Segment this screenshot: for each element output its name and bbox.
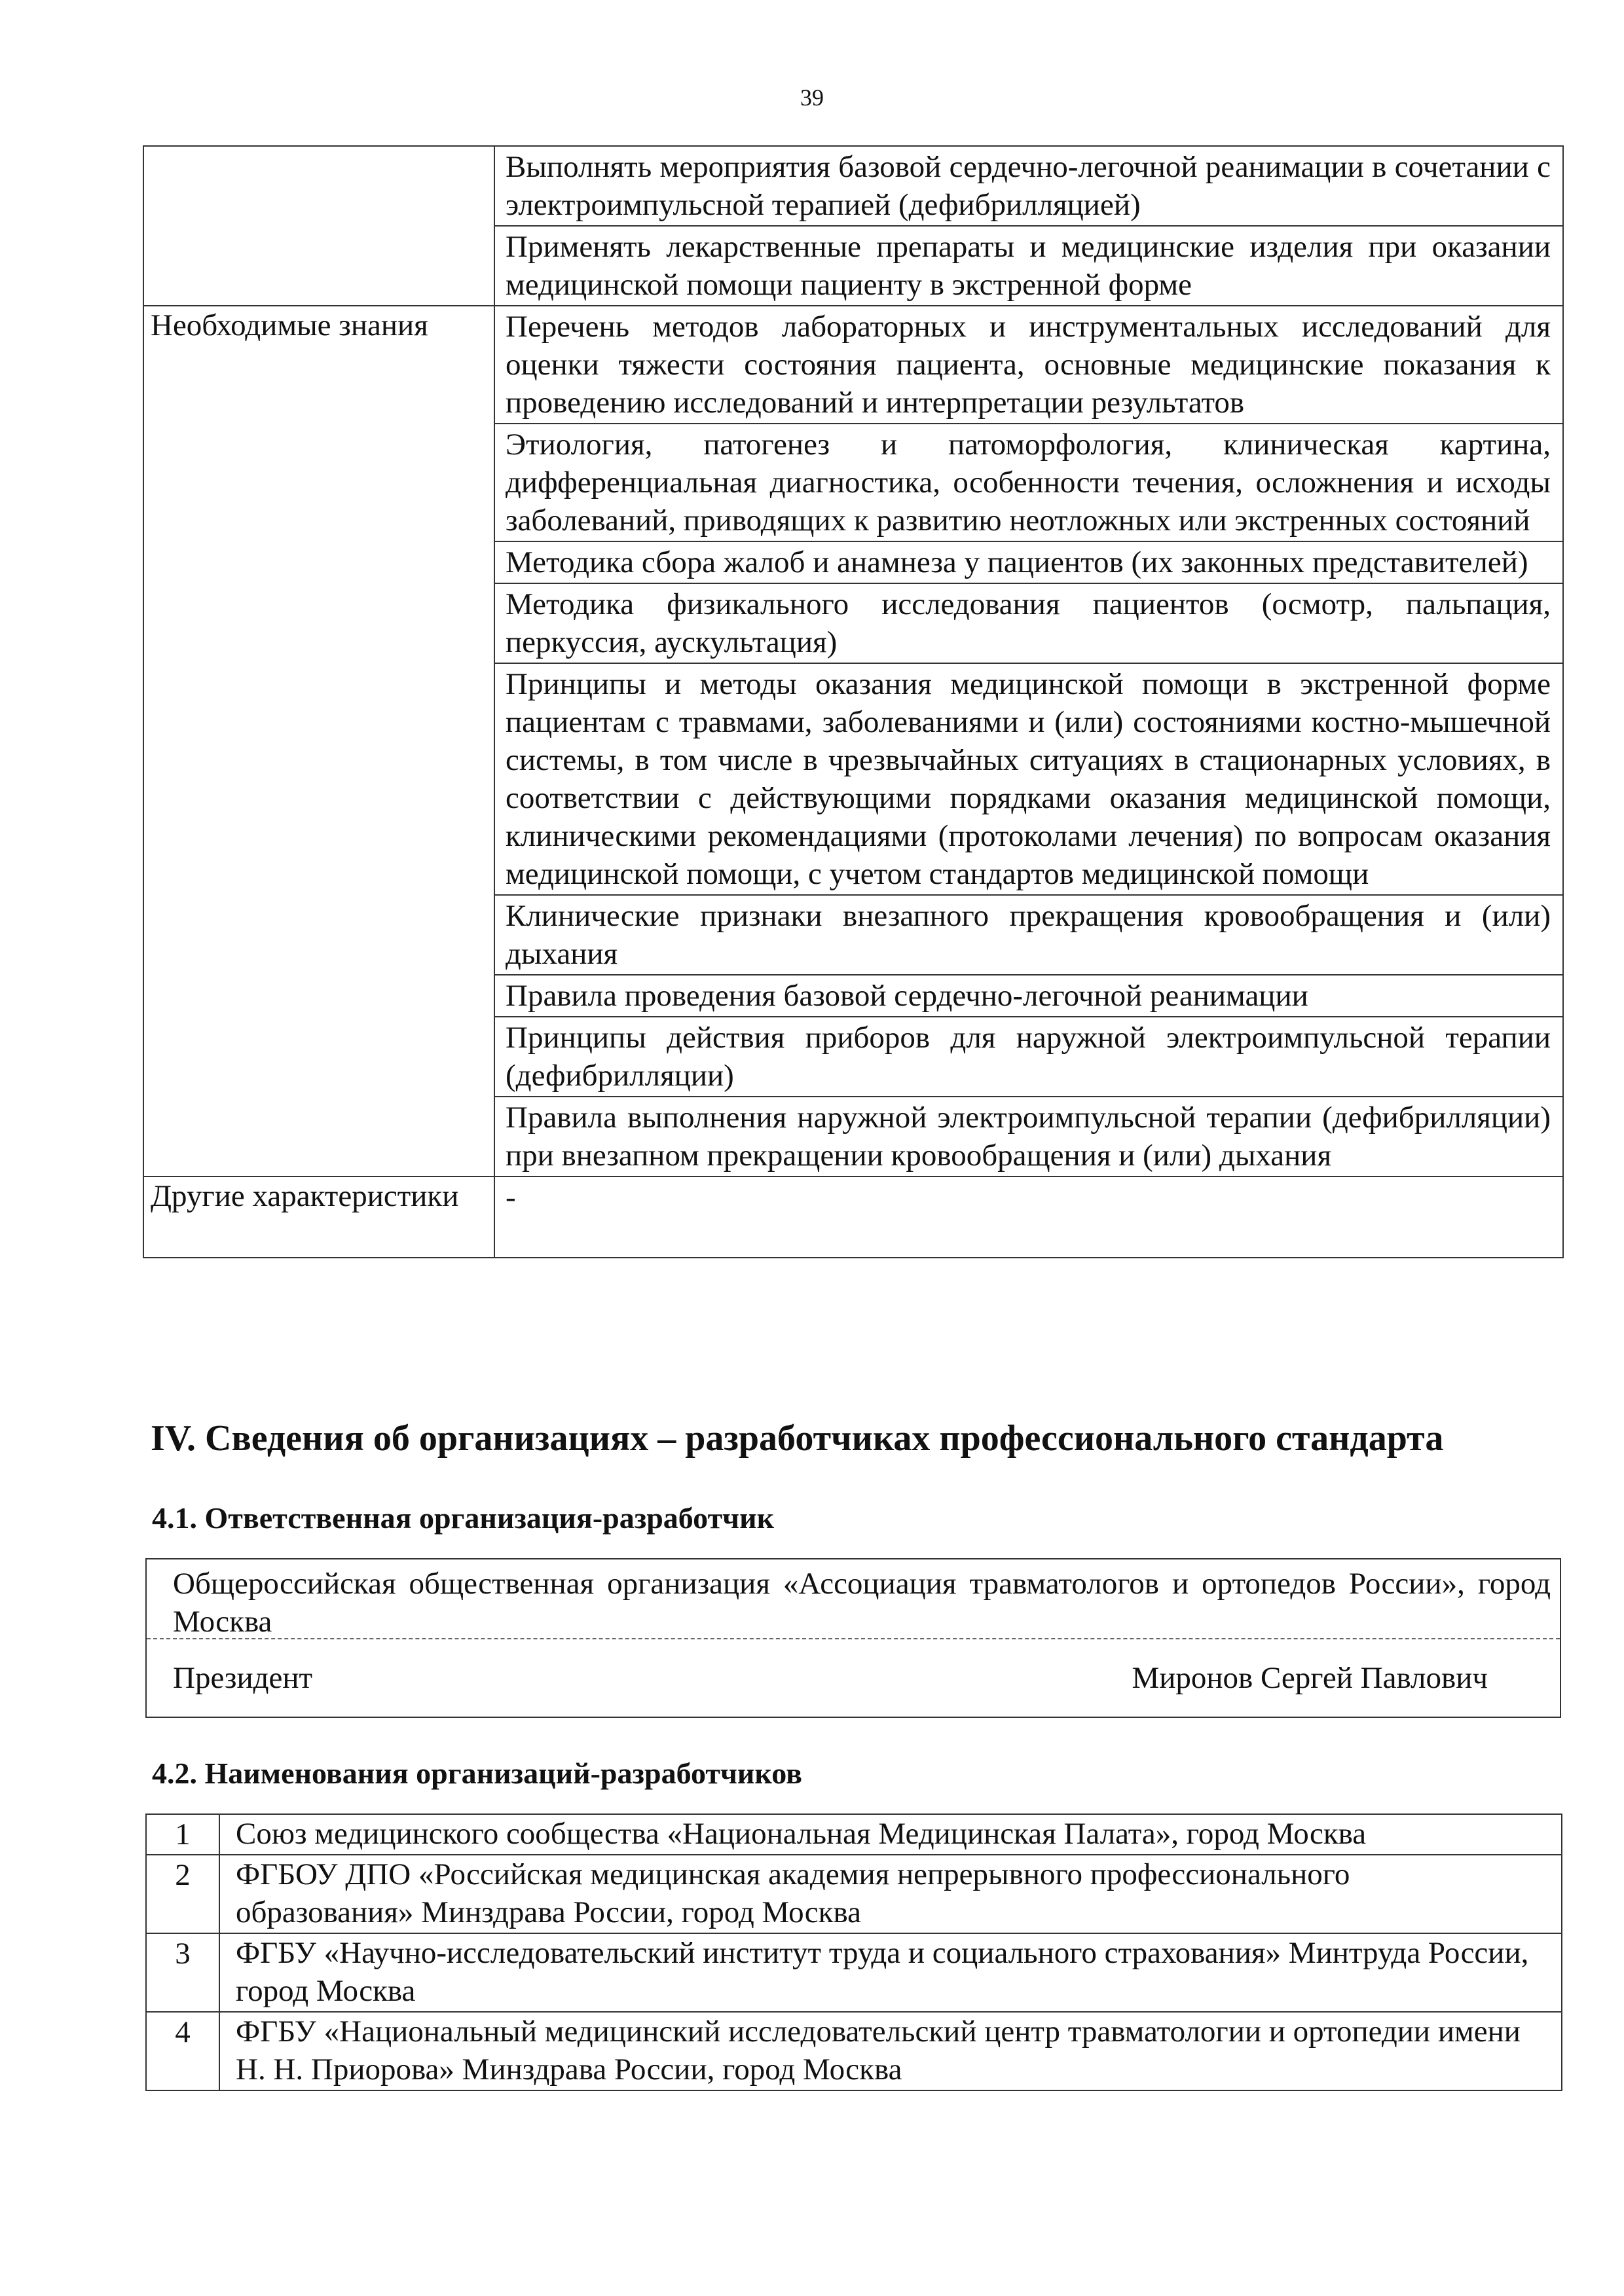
table-row: [143, 1017, 1563, 1097]
knowledge-cell: Принципы и методы оказания медицинской помощи в экстренной форме пациентам с травмами, заболеваниями и (или) состояниями костно-мышечной системы, в том числе в чрезвычайных ситуациях в стационарных условиях, в соответствии с действующими порядками оказания медицинской помощи, клиническими рекомендациями (протоколами лечения) по вопросам оказания медицинской помощи, с учетом стандартов медицинской помощи: [494, 663, 1563, 895]
other-label: Другие характеристики: [143, 1176, 494, 1258]
table-row: [146, 1814, 1562, 1855]
skill-cell: Применять лекарственные препараты и медицинские изделия при оказании медицинской помощи пациенту в экстренной форме: [494, 226, 1563, 306]
knowledge-cell: Правила выполнения наружной электроимпульсной терапии (дефибрилляции) при внезапном прекращении кровообращения и (или) дыхания: [494, 1097, 1563, 1176]
table-row: [143, 1097, 1563, 1176]
knowledge-table: [143, 145, 1564, 1258]
table-row: [146, 2012, 1562, 2090]
developer-name: ФГБУ «Национальный медицинский исследовательский центр травматологии и ортопедии имени Н. Н. Приорова» Минздрава России, город Москва: [219, 2012, 1562, 2090]
developer-number: 1: [146, 1814, 219, 1855]
table-row: [143, 306, 1563, 424]
table-row: [143, 663, 1563, 895]
developer-name: ФГБУ «Научно-исследовательский институт труда и социального страхования» Минтруда России, город Москва: [219, 1933, 1562, 2012]
developer-number: 2: [146, 1855, 219, 1933]
table-row: [143, 226, 1563, 306]
developer-number: 3: [146, 1933, 219, 2012]
table-row: [146, 1855, 1562, 1933]
page-number: 39: [800, 84, 824, 111]
label-cell-empty: [143, 146, 494, 226]
developer-name: Союз медицинского сообщества «Национальная Медицинская Палата», город Москва: [219, 1814, 1562, 1855]
knowledge-cell: Перечень методов лабораторных и инструментальных исследований для оценки тяжести состояния пациента, основные медицинские показания к проведению исследований и интерпретации результатов: [494, 306, 1563, 424]
knowledge-cell: Методика сбора жалоб и анамнеза у пациентов (их законных представителей): [494, 541, 1563, 583]
knowledge-cell: Принципы действия приборов для наружной электроимпульсной терапии (дефибрилляции): [494, 1017, 1563, 1097]
table-row: [143, 975, 1563, 1017]
knowledge-cell: Правила проведения базовой сердечно-легочной реанимации: [494, 975, 1563, 1017]
responsible-org-name: Общероссийская общественная организация «Ассоциация травматологов и ортопедов России», город Москва: [147, 1559, 1560, 1639]
developer-number: 4: [146, 2012, 219, 2090]
knowledge-cell: Клинические признаки внезапного прекращения кровообращения и (или) дыхания: [494, 895, 1563, 975]
responsible-org-head: [147, 1639, 1560, 1717]
label-cell-empty: [143, 226, 494, 306]
head-position: Президент: [173, 1661, 313, 1695]
developer-name: ФГБОУ ДПО «Российская медицинская академия непрерывного профессионального образования» Минздрава России, город Москва: [219, 1855, 1562, 1933]
responsible-org-heading: 4.1. Ответственная организация-разработчик: [152, 1501, 775, 1535]
table-row: [143, 1176, 1563, 1258]
table-row: [143, 583, 1563, 663]
skill-cell: Выполнять мероприятия базовой сердечно-легочной реанимации в сочетании с электроимпульсной терапией (дефибрилляцией): [494, 146, 1563, 226]
table-row: [143, 895, 1563, 975]
section-heading: IV. Сведения об организациях – разработчиках профессионального стандарта: [151, 1418, 1444, 1459]
table-row: [143, 541, 1563, 583]
table-row: [146, 1933, 1562, 2012]
knowledge-label: Необходимые знания: [143, 306, 494, 424]
developers-table: [145, 1813, 1562, 2091]
table-row: [143, 146, 1563, 226]
developers-heading: 4.2. Наименования организаций-разработчиков: [152, 1757, 802, 1790]
knowledge-cell: Методика физикального исследования пациентов (осмотр, пальпация, перкуссия, аускультация): [494, 583, 1563, 663]
table-row: [143, 424, 1563, 541]
responsible-org-box: [145, 1558, 1561, 1718]
head-person: Миронов Сергей Павлович: [1132, 1661, 1488, 1695]
other-value: -: [494, 1176, 1563, 1258]
knowledge-cell: Этиология, патогенез и патоморфология, клиническая картина, дифференциальная диагностика, особенности течения, осложнения и исходы заболеваний, приводящих к развитию неотложных или экстренных состояний: [494, 424, 1563, 541]
